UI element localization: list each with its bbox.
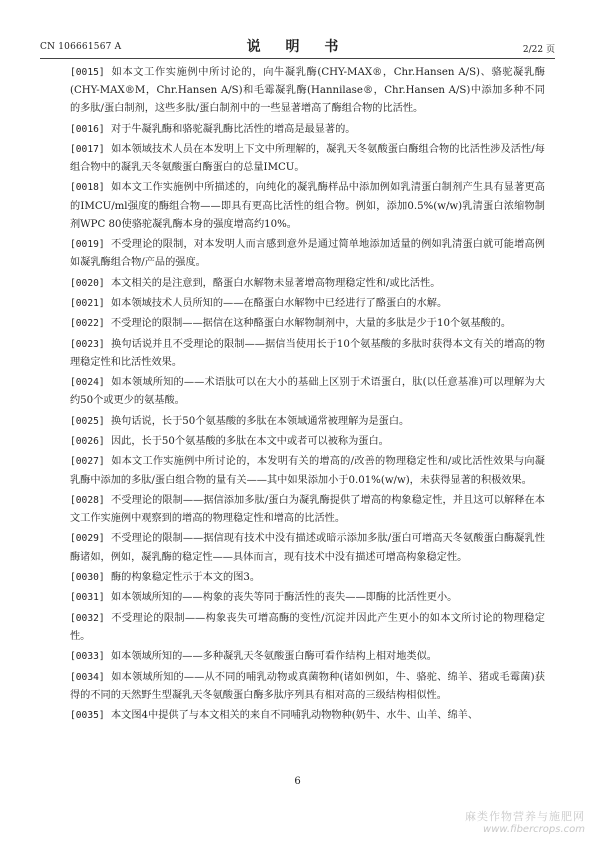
- paragraph-0030: [70, 569, 545, 587]
- paragraph-0025: [70, 413, 545, 431]
- patent-number: CN 106661567 A: [40, 42, 122, 52]
- paragraph-text: 如本领域所知的——构象的丧失等同于酶活性的丧失——即酶的比活性更小。: [111, 592, 458, 604]
- paragraph-text: 如本领域所知的——多种凝乳天冬氨酸蛋白酶可看作结构上相对地类似。: [111, 651, 437, 663]
- paragraph-0015: [70, 64, 545, 118]
- paragraph-text: 不受理论的限制——据信添加多肽/蛋白为凝乳酶提供了增高的构象稳定性，并且这可以解释在本文工作实施例中观察到的增高的物理稳定性和增高的比活性。: [70, 494, 545, 525]
- page-header: [40, 36, 555, 56]
- paragraph-0027: [70, 453, 545, 489]
- paragraph-text: 不受理论的限制——据信在这种酪蛋白水解物制剂中，大量的多肽是少于10个氨基酸的。: [111, 318, 512, 330]
- paragraph-0024: [70, 374, 545, 410]
- paragraph-0028: [70, 492, 545, 528]
- paragraph-text: 因此，长于50个氨基酸的多肽在本文中或者可以被称为蛋白。: [111, 436, 389, 448]
- page-indicator: 2/22 页: [522, 45, 555, 55]
- page-number: 6: [294, 776, 301, 787]
- paragraph-0019: [70, 236, 545, 272]
- paragraph-text: 换句话说，长于50个氨基酸的多肽在本领域通常被理解为是蛋白。: [111, 415, 410, 427]
- paragraph-number: [0032]: [70, 612, 105, 624]
- paragraph-number: [0017]: [70, 143, 105, 155]
- paragraph-number: [0029]: [70, 533, 105, 545]
- watermark-url: www.fibercrops.com: [483, 824, 585, 835]
- paragraph-0021: [70, 295, 545, 313]
- paragraph-number: [0022]: [70, 318, 105, 330]
- paragraph-number: [0021]: [70, 297, 105, 309]
- paragraph-number: [0020]: [70, 277, 105, 289]
- paragraph-number: [0016]: [70, 123, 105, 135]
- paragraph-number: [0031]: [70, 592, 105, 604]
- paragraph-text: 不受理论的限制——构象丧失可增高酶的变性/沉淀并因此产生更小的如本文所讨论的物理稳定性。: [70, 612, 545, 642]
- paragraph-0018: [70, 179, 545, 233]
- paragraph-number: [0018]: [70, 182, 105, 194]
- paragraph-text: 本文相关的是注意到，酪蛋白水解物未显著增高物理稳定性和/或比活性。: [111, 277, 441, 289]
- paragraph-text: 本文图4中提供了与本文相关的来自不同哺乳动物物种(奶牛、水牛、山羊、绵羊、: [111, 710, 479, 722]
- paragraph-0020: [70, 275, 545, 293]
- paragraph-number: [0024]: [70, 377, 105, 389]
- paragraph-number: [0023]: [70, 338, 105, 350]
- paragraph-text: 对于牛凝乳酶和骆驼凝乳酶比活性的增高是最显著的。: [111, 123, 356, 135]
- paragraph-0035: [70, 707, 545, 725]
- paragraph-number: [0028]: [70, 494, 105, 506]
- paragraph-0022: [70, 315, 545, 333]
- paragraph-text: 如本文工作实施例中所讨论的，本发明有关的增高的/改善的物理稳定性和/或比活性效果与向凝乳酶中添加的多肽/蛋白组合物的量有关——其中如果添加小于0.01%(w/w)，未获得显著的积极效果。: [70, 456, 545, 486]
- paragraph-0034: [70, 669, 545, 705]
- paragraph-number: [0025]: [70, 415, 105, 427]
- paragraph-0026: [70, 433, 545, 451]
- paragraph-number: [0019]: [70, 239, 105, 251]
- paragraph-text: 换句话说并且不受理论的限制——据信当使用长于10个氨基酸的多肽时获得本文有关的增高的物理稳定性和比活性效果。: [70, 338, 545, 368]
- paragraph-0029: [70, 530, 545, 566]
- header-divider: [40, 58, 555, 59]
- site-watermark: [465, 808, 585, 835]
- paragraph-number: [0034]: [70, 671, 105, 683]
- paragraph-text: 不受理论的限制，对本发明人而言感到意外是通过简单地添加适量的例如乳清蛋白就可能增高例如凝乳酶组合物/产品的强度。: [70, 239, 545, 269]
- paragraph-number: [0026]: [70, 436, 105, 448]
- paragraph-text: 如本领域技术人员在本发明上下文中所理解的，凝乳天冬氨酸蛋白酶组合物的比活性涉及活性/每组合物中的凝乳天冬氨酸蛋白酶蛋白的总量IMCU。: [70, 143, 545, 174]
- paragraph-text: 不受理论的限制——据信现有技术中没有描述或暗示添加多肽/蛋白可增高天冬氨酸蛋白酶凝乳性酶诸如，例如，凝乳酶的稳定性——具体而言，现有技术中没有描述可增高构象稳定性。: [70, 533, 545, 563]
- paragraph-text: 如本领域技术人员所知的——在酪蛋白水解物中已经进行了酪蛋白的水解。: [111, 297, 448, 309]
- paragraph-text: 如本文工作实施例中所描述的，向纯化的凝乳酶样品中添加例如乳清蛋白制剂产生具有显著更高的IMCU/ml强度的酶组合物——即具有更高比活性的组合物。例如，添加0.5%(w/w)乳清蛋白浓缩物制剂WPC 80使骆驼凝乳酶本身的强度增高约10%。: [70, 182, 545, 230]
- document-title: 说 明 书: [246, 39, 349, 55]
- paragraph-text: 如本领域所知的——术语肽可以在大小的基础上区别于术语蛋白，肽(以任意基准)可以理解为大约50个或更少的氨基酸。: [70, 377, 545, 407]
- paragraph-0023: [70, 336, 545, 372]
- description-body: [70, 64, 545, 727]
- paragraph-text: 酶的构象稳定性示于本文的图3。: [111, 571, 261, 583]
- paragraph-number: [0035]: [70, 710, 105, 722]
- paragraph-0033: [70, 648, 545, 666]
- watermark-text: 麻类作物营养与施肥网: [465, 810, 585, 823]
- paragraph-0032: [70, 610, 545, 646]
- paragraph-number: [0027]: [70, 456, 105, 468]
- paragraph-0017: [70, 141, 545, 177]
- paragraph-0031: [70, 589, 545, 607]
- paragraph-number: [0033]: [70, 651, 105, 663]
- paragraph-0016: [70, 121, 545, 139]
- paragraph-text: 如本领域所知的——从不同的哺乳动物或真菌物种(诸如例如，牛、骆驼、绵羊、猪或毛霉菌)获得的不同的天然野生型凝乳天冬氨酸蛋白酶多肽序列具有相对高的三级结构相似性。: [70, 671, 545, 701]
- paragraph-number: [0030]: [70, 571, 105, 583]
- paragraph-number: [0015]: [70, 67, 105, 78]
- paragraph-text: 如本文工作实施例中所讨论的，向牛凝乳酶(CHY-MAX®，Chr.Hansen A/S)、骆驼凝乳酶(CHY-MAX®M，Chr.Hansen A/S)和毛霉凝乳酶(Hannilase®，Chr.Hansen A/S)中添加多种不同的多肽/蛋白制剂，这些多肽/蛋白制剂中的一些显著增高了酶组合物的比活性。: [70, 67, 545, 115]
